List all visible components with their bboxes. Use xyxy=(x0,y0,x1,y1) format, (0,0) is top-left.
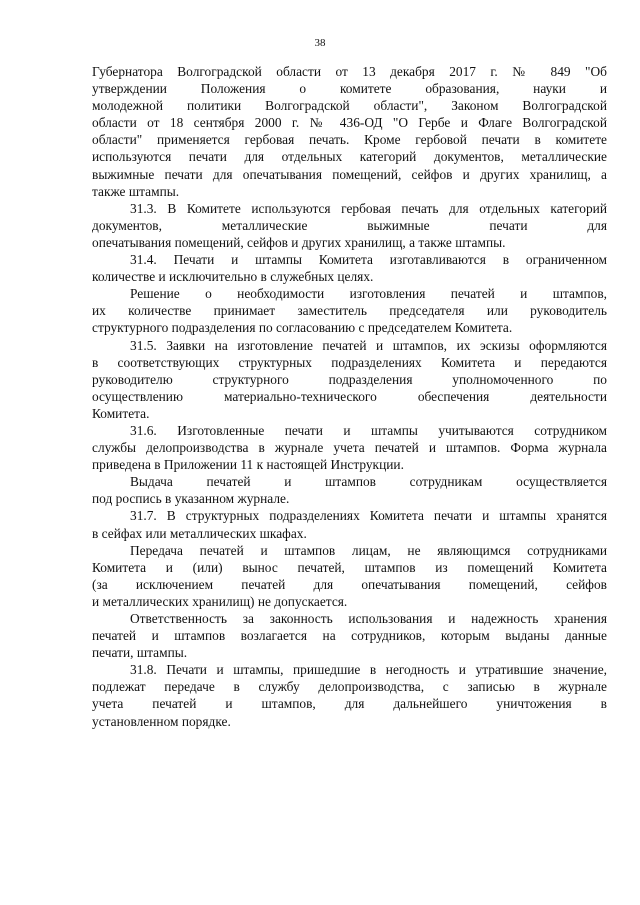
text-line: структурного подразделения по согласованию с председателем Комитета. xyxy=(92,320,513,336)
text-line: под роспись в указанном журнале. xyxy=(92,491,290,507)
text-line: Губернатора Волгоградской области от 13 декабря 2017 г. № 849 "Об xyxy=(92,64,607,79)
text-line: (за исключением печатей для опечатывания помещений, сейфов xyxy=(92,576,607,592)
text-line: Передача печатей и штампов лицам, не являющимся сотрудниками xyxy=(130,542,607,558)
text-line: 31.7. В структурных подразделениях Комитета печати и штампы хранятся xyxy=(130,508,607,524)
text-line: Выдача печатей и штампов сотрудникам осуществляется xyxy=(130,474,607,490)
text-line: и металлических хранилищ) не допускается. xyxy=(92,593,348,609)
document-body xyxy=(92,63,607,730)
text-line: 31.8. Печати и штампы, пришедшие в негодность и утратившие значение, xyxy=(130,662,607,678)
page-number: 38 xyxy=(314,37,326,49)
text-line: Решение о необходимости изготовления печатей и штампов, xyxy=(130,286,607,302)
text-line: используются печати для отдельных категорий документов, металлические xyxy=(92,149,607,165)
text-line: печати, штампы. xyxy=(92,645,188,661)
text-line: в соответствующих структурных подразделениях Комитета и передаются xyxy=(92,354,607,370)
text-line: молодежной политики Волгоградской области", Законом Волгоградской xyxy=(92,98,607,114)
text-line: установленном порядке. xyxy=(92,713,231,729)
text-line: осуществлению материально-технического обеспечения деятельности xyxy=(92,388,607,404)
text-line: руководителю структурного подразделения уполномоченного по xyxy=(92,371,607,387)
text-line: 31.5. Заявки на изготовление печатей и штампов, их эскизы оформляются xyxy=(130,337,607,353)
text-line: учета печатей и штампов, для дальнейшего уничтожения в xyxy=(92,696,607,712)
text-line: подлежат передаче в службу делопроизводства, с записью в журнале xyxy=(92,679,607,695)
text-line: их количестве принимает заместитель председателя или руководитель xyxy=(92,303,607,319)
text-line: печатей и штампов возлагается на сотрудников, которым выданы данные xyxy=(92,628,607,644)
text-line: документов, металлические выжимные печати для xyxy=(92,217,607,233)
text-line: 31.3. В Комитете используются гербовая печать для отдельных категорий xyxy=(130,200,607,216)
text-line: службы делопроизводства в журнале учета печатей и штампов. Форма журнала xyxy=(92,440,607,456)
text-line: 31.4. Печати и штампы Комитета изготавливаются в ограниченном xyxy=(130,252,607,268)
text-line: области" применяется гербовая печать. Кроме гербовой печати в комитете xyxy=(92,132,607,148)
text-line: в сейфах или металлических шкафах. xyxy=(92,525,307,541)
text-line: 31.6. Изготовленные печати и штампы учитываются сотрудником xyxy=(130,422,607,438)
text-line: количестве и исключительно в служебных целях. xyxy=(92,269,374,285)
text-line: Ответственность за законность использования и надежность хранения xyxy=(130,611,607,626)
text-line: выжимные печати для опечатывания помещений, сейфов и других хранилищ, а xyxy=(92,166,607,182)
text-line: приведена в Приложении 11 к настоящей Инструкции. xyxy=(92,457,404,473)
text-line: области от 18 сентября 2000 г. № 436-ОД "О Гербе и Флаге Волгоградской xyxy=(92,115,607,131)
text-line: Комитета и (или) вынос печатей, штампов из помещений Комитета xyxy=(92,559,607,575)
text-line: опечатывания помещений, сейфов и других хранилищ, а также штампы. xyxy=(92,234,506,250)
text-line: также штампы. xyxy=(92,183,180,199)
text-line: Комитета. xyxy=(92,405,150,421)
text-line: утверждении Положения о комитете образования, науки и xyxy=(92,81,607,97)
